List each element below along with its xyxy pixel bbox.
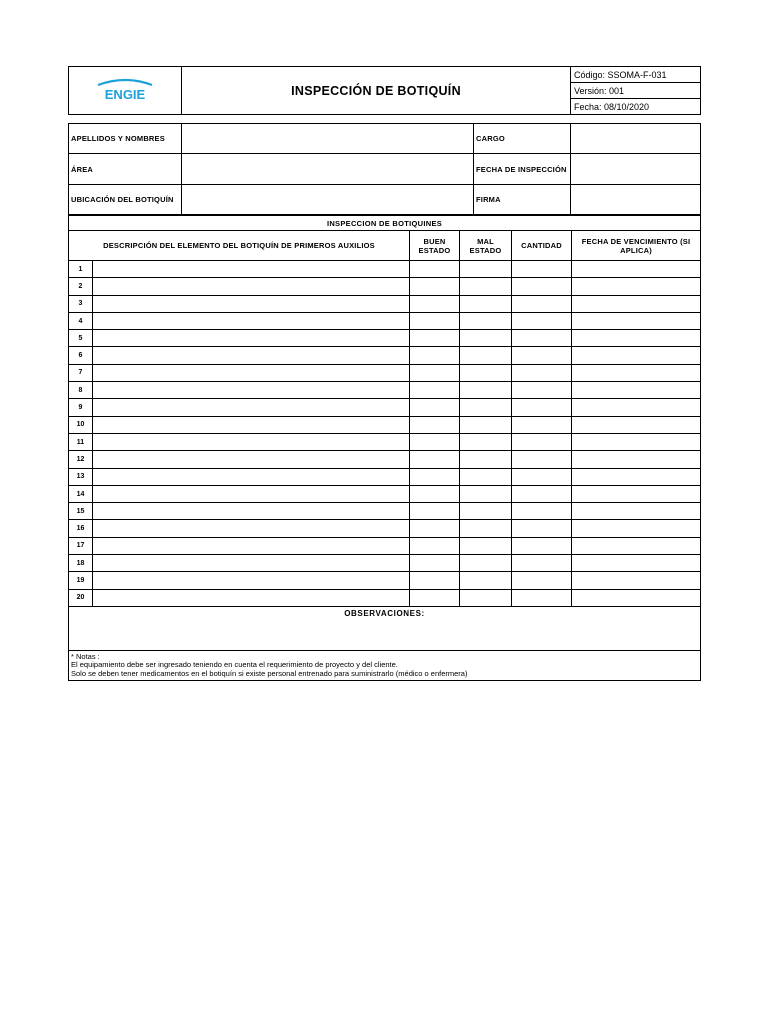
fecha-vencimiento-cell[interactable] [572,261,701,278]
info-table [68,123,701,215]
fecha-vencimiento-cell[interactable] [572,555,701,572]
buen-estado-cell[interactable] [410,485,460,502]
cargo-label: CARGO [474,124,571,154]
fecha-vencimiento-cell[interactable] [572,347,701,364]
row-number: 11 [69,433,93,450]
fecha-inspeccion-label: FECHA DE INSPECCIÓN [474,154,571,185]
col-header-mal-estado: MAL ESTADO [460,231,512,261]
mal-estado-cell[interactable] [460,278,512,295]
item-description-cell[interactable] [93,468,410,485]
table-row [69,347,701,364]
notes-line-2: Solo se deben tener medicamentos en el botiquín si existe personal entrenado para suministrarlo (médico o enfermera) [71,668,468,678]
firma-label: FIRMA [474,185,571,215]
buen-estado-cell[interactable] [410,399,460,416]
row-number: 18 [69,555,93,572]
col-header-fecha-vencimiento: FECHA DE VENCIMIENTO (SI APLICA) [572,231,701,261]
fecha-vencimiento-cell[interactable] [572,589,701,606]
cantidad-cell[interactable] [512,589,572,606]
buen-estado-cell[interactable] [410,347,460,364]
table-row [69,485,701,502]
row-number: 1 [69,261,93,278]
item-description-cell[interactable] [93,416,410,433]
row-number: 5 [69,330,93,347]
row-number: 19 [69,572,93,589]
item-description-cell[interactable] [93,312,410,329]
apellidos-input[interactable] [182,124,474,154]
apellidos-label: APELLIDOS Y NOMBRES [69,124,182,154]
buen-estado-cell[interactable] [410,589,460,606]
row-number: 8 [69,382,93,399]
col-header-cantidad: CANTIDAD [512,231,572,261]
row-number: 6 [69,347,93,364]
buen-estado-cell[interactable] [410,537,460,554]
mal-estado-cell[interactable] [460,330,512,347]
mal-estado-cell[interactable] [460,399,512,416]
mal-estado-cell[interactable] [460,382,512,399]
buen-estado-cell[interactable] [410,520,460,537]
cantidad-cell[interactable] [512,364,572,381]
table-row [69,364,701,381]
item-description-cell[interactable] [93,451,410,468]
table-row [69,312,701,329]
cantidad-cell[interactable] [512,572,572,589]
item-description-cell[interactable] [93,399,410,416]
buen-estado-cell[interactable] [410,278,460,295]
fecha-vencimiento-cell[interactable] [572,330,701,347]
fecha-vencimiento-cell[interactable] [572,520,701,537]
cantidad-cell[interactable] [512,261,572,278]
table-row [69,433,701,450]
version-field: Versión: 001 [571,83,701,99]
cantidad-cell[interactable] [512,312,572,329]
table-row [69,503,701,520]
cantidad-cell[interactable] [512,399,572,416]
row-number: 15 [69,503,93,520]
cantidad-cell[interactable] [512,330,572,347]
mal-estado-cell[interactable] [460,312,512,329]
cantidad-cell[interactable] [512,503,572,520]
fecha-vencimiento-cell[interactable] [572,295,701,312]
mal-estado-cell[interactable] [460,451,512,468]
buen-estado-cell[interactable] [410,572,460,589]
item-description-cell[interactable] [93,382,410,399]
fecha-vencimiento-cell[interactable] [572,364,701,381]
inspection-table [68,215,701,681]
item-description-cell[interactable] [93,485,410,502]
fecha-vencimiento-cell[interactable] [572,416,701,433]
cantidad-cell[interactable] [512,278,572,295]
buen-estado-cell[interactable] [410,451,460,468]
table-row [69,555,701,572]
buen-estado-cell[interactable] [410,295,460,312]
buen-estado-cell[interactable] [410,416,460,433]
area-label: ÁREA [69,154,182,185]
cantidad-cell[interactable] [512,485,572,502]
buen-estado-cell[interactable] [410,364,460,381]
notes-box [69,650,701,681]
buen-estado-cell[interactable] [410,503,460,520]
buen-estado-cell[interactable] [410,382,460,399]
table-row [69,330,701,347]
observaciones-label: OBSERVACIONES: [69,606,701,650]
notes-title: * Notas : [71,651,100,661]
row-number: 2 [69,278,93,295]
mal-estado-cell[interactable] [460,261,512,278]
cantidad-cell[interactable] [512,520,572,537]
row-number: 7 [69,364,93,381]
cantidad-cell[interactable] [512,537,572,554]
table-row [69,261,701,278]
table-row [69,278,701,295]
item-description-cell[interactable] [93,364,410,381]
fecha-vencimiento-cell[interactable] [572,278,701,295]
form-header [68,66,701,115]
mal-estado-cell[interactable] [460,295,512,312]
row-number: 10 [69,416,93,433]
mal-estado-cell[interactable] [460,347,512,364]
item-description-cell[interactable] [93,433,410,450]
mal-estado-cell[interactable] [460,503,512,520]
table-row [69,382,701,399]
item-description-cell[interactable] [93,295,410,312]
row-number: 16 [69,520,93,537]
table-row [69,589,701,606]
fecha-vencimiento-cell[interactable] [572,468,701,485]
code-field: Código: SSOMA-F-031 [571,67,701,83]
item-description-cell[interactable] [93,555,410,572]
fecha-vencimiento-cell[interactable] [572,485,701,502]
mal-estado-cell[interactable] [460,589,512,606]
mal-estado-cell[interactable] [460,364,512,381]
col-header-descripcion: DESCRIPCIÓN DEL ELEMENTO DEL BOTIQUÍN DE PRIMEROS AUXILIOS [69,231,410,261]
row-number: 12 [69,451,93,468]
table-row [69,416,701,433]
item-description-cell[interactable] [93,330,410,347]
fecha-vencimiento-cell[interactable] [572,503,701,520]
firma-input[interactable] [571,185,701,215]
table-row [69,537,701,554]
inspection-form [68,66,700,681]
fecha-vencimiento-cell[interactable] [572,537,701,554]
ubicacion-label: UBICACIÓN DEL BOTIQUÍN [69,185,182,215]
buen-estado-cell[interactable] [410,555,460,572]
item-description-cell[interactable] [93,503,410,520]
cantidad-cell[interactable] [512,347,572,364]
form-title: INSPECCIÓN DE BOTIQUÍN [182,67,571,115]
fecha-vencimiento-cell[interactable] [572,572,701,589]
fecha-inspeccion-input[interactable] [571,154,701,185]
fecha-vencimiento-cell[interactable] [572,451,701,468]
item-description-cell[interactable] [93,520,410,537]
date-field: Fecha: 08/10/2020 [571,99,701,115]
mal-estado-cell[interactable] [460,572,512,589]
col-header-buen-estado: BUEN ESTADO [410,231,460,261]
cantidad-cell[interactable] [512,295,572,312]
item-description-cell[interactable] [93,347,410,364]
table-row [69,572,701,589]
notes-line-1: El equipamiento debe ser ingresado teniendo en cuenta el requerimiento de proyecto y del cliente. [71,660,398,670]
table-row [69,451,701,468]
fecha-vencimiento-cell[interactable] [572,312,701,329]
item-description-cell[interactable] [93,589,410,606]
mal-estado-cell[interactable] [460,537,512,554]
ubicacion-input[interactable] [182,185,474,215]
engie-logo [69,67,182,115]
cargo-input[interactable] [571,124,701,154]
row-number: 13 [69,468,93,485]
buen-estado-cell[interactable] [410,312,460,329]
mal-estado-cell[interactable] [460,555,512,572]
cantidad-cell[interactable] [512,416,572,433]
item-description-cell[interactable] [93,261,410,278]
buen-estado-cell[interactable] [410,468,460,485]
mal-estado-cell[interactable] [460,433,512,450]
fecha-vencimiento-cell[interactable] [572,382,701,399]
row-number: 14 [69,485,93,502]
mal-estado-cell[interactable] [460,416,512,433]
table-row [69,295,701,312]
mal-estado-cell[interactable] [460,468,512,485]
row-number: 17 [69,537,93,554]
item-description-cell[interactable] [93,537,410,554]
buen-estado-cell[interactable] [410,433,460,450]
fecha-vencimiento-cell[interactable] [572,433,701,450]
buen-estado-cell[interactable] [410,330,460,347]
cantidad-cell[interactable] [512,382,572,399]
logo-text: ENGIE [104,86,146,102]
mal-estado-cell[interactable] [460,520,512,537]
cantidad-cell[interactable] [512,451,572,468]
area-input[interactable] [182,154,474,185]
buen-estado-cell[interactable] [410,261,460,278]
row-number: 9 [69,399,93,416]
cantidad-cell[interactable] [512,433,572,450]
row-number: 4 [69,312,93,329]
cantidad-cell[interactable] [512,468,572,485]
fecha-vencimiento-cell[interactable] [572,399,701,416]
table-row [69,399,701,416]
item-description-cell[interactable] [93,278,410,295]
table-row [69,468,701,485]
item-description-cell[interactable] [93,572,410,589]
row-number: 3 [69,295,93,312]
table-row [69,520,701,537]
engie-logo-icon [90,77,160,103]
row-number: 20 [69,589,93,606]
section-title: INSPECCION DE BOTIQUINES [69,216,701,231]
mal-estado-cell[interactable] [460,485,512,502]
cantidad-cell[interactable] [512,555,572,572]
